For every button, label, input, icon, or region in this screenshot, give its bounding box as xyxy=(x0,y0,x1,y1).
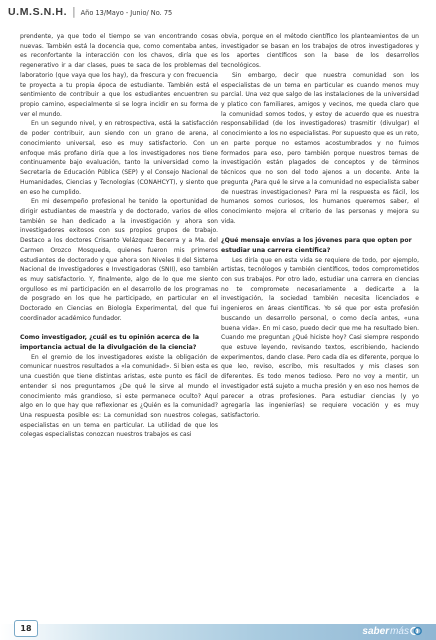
body-paragraph: En un segundo nivel, y en retrospectiva, está la satisfacción de poder contribuir, aun siendo con un grano de arena, al conocimiento universal, eso es muy satisfactorio. Con un enfoque más profano diría que a los investigadores nos tiene continuamente bajo evaluación, tanto la universidad como la Secretaría de Educación Pública (SEP) y el Consejo Nacional de Humanidades, Ciencias y Tecnologías (CONAHCYT), y siento que en eso he cumplido. xyxy=(20,120,218,196)
logo-text-mas: más xyxy=(390,625,409,637)
running-header xyxy=(8,6,172,20)
body-paragraph: En el gremio de los investigadores existe la obligación de comunicar nuestros resultados a «la comunidad». Si bien esta es una cuestión que tiene distintas aristas, este punto es fácil de entender si nos preguntamos ¿De qué le sirve al mundo el conocimiento más grandioso, si este permanece oculto? Aquí algo en lo que hay que reflexionar es ¿Quién es la comunidad? Una respuesta posible es: La comunidad son nuestros colegas, especialistas en un tema en particular. La utilidad de que los colegas especialistas conozcan nuestros trabajos es casi xyxy=(20,353,218,439)
page-footer xyxy=(0,618,436,640)
body-paragraph: prendente, ya que todo el tiempo se van encontrando cosas nuevas. También está la docencia que, como comentaba antes, es reconfortante la interacción con los chavos, diría que es regenerativo ir a dar clases, pues te saca de los problemas del laboratorio (que vaya que los hay), da frescura y con frecuencia te proyecta a tu propia época de estudiante. También está el sentimiento de contribuir a que los estudiantes encuentren su propio camino, especialmente si se logra incidir en su forma de ver el mundo. xyxy=(20,33,218,118)
saber-mas-logo xyxy=(362,625,422,637)
paragraph-spacer xyxy=(20,324,218,334)
interview-question: ¿Qué mensaje envías a los jóvenes para que opten por estudiar una carrera científica? xyxy=(221,237,412,254)
header-separator: | xyxy=(72,6,76,18)
body-paragraph: Les diría que en esta vida se requiere de todo, por ejemplo, artistas, tecnólogos y también científicos, todos comprometidos con sus trabajos. Por otro lado, estudiar una carrera en ciencias no te compromete necesariamente a dedicarte a la investigación, la sociedad también necesita licenciados e ingenieros en áreas científicas. Yo sé que por esta profesión buscando un desarrollo personal, o como decía antes, «una buena vida». En mi caso, puedo decir que me ha resultado bien. Cuando me preguntan ¿Qué hiciste hoy? Casi siempre respondo que estuve leyendo, revisando textos, escribiendo, haciendo experimentos, dando clase. Pero cada día es diferente, porque lo que leo, reviso, escribo, mis resultados y mis clases son diferentes. Es todo menos tedioso. Pero no voy a mentir, un investigador está sujeto a mucha presión y en eso nos hemos de parecer a otras profesiones. Para estudiar ciencias (y yo agregaría las ingenierías) se requiere vocación y es muy satisfactorio. xyxy=(221,256,419,420)
left-text-column xyxy=(20,32,218,440)
page-number: 18 xyxy=(20,624,32,633)
body-paragraph: obvia, porque en el método científico los planteamientos de un investigador se basan en los trabajos de otros investigadores y los aportes científicos son la base de los desarrollos tecnológicos. xyxy=(221,33,419,70)
body-paragraph: Sin embargo, decir que nuestra comunidad son los especialistas de un tema en particular es cuando menos muy parcial. Una vez que salgo de las instalaciones de la universidad y platico con familiares, amigos y vecinos, me queda claro que la comunidad somos todos, y estoy de acuerdo que es nuestra responsabilidad (de los investigadores) trasmitir (divulgar) el conocimiento a los no especialistas. Por supuesto que es un reto, en parte porque no estamos acostumbrados y no fuimos formados para eso, pero también porque nuestros temas de investigación están plagados de conceptos y de términos técnicos que no son del todo ajenos a un docente. Ante la pregunta ¿Para qué le sirve a la comunidad no especialista saber de nuestras investigaciones? Para mí la respuesta es fácil, los humanos somos curiosos, los humanos queremos saber, el conocimiento mejora el criterio de las personas y mejora su vida. xyxy=(221,71,419,225)
issue-info: Año 13/Mayo - Junio/ No. 75 xyxy=(80,9,173,17)
page-number-box xyxy=(14,620,38,637)
body-paragraph: En mi desempeño profesional he tenido la oportunidad de dirigir estudiantes de maestría y de doctorado, varios de ellos también se han dedicado a la investigación y ahora son investigadores exitosos con sus propios grupos de trabajo. Destaco a los doctores Crisanto Velázquez Becerra y a Ma. del Carmen Orozco Mosqueda, quienes fueron mis primeros estudiantes de doctorado y que ahora son Niveles II del Sistema Nacional de Investigadores e Investigadoras (SNII), eso también es muy satisfactorio. Y, finalmente, algo de lo que me siento orgulloso es mi participación en el desarrollo de los programas de posgrado en los que he participado, en particular en el Doctorado en Ciencias en Biología Experimental, del que fui coordinador académico fundador. xyxy=(20,198,218,322)
logo-text-saber: saber xyxy=(362,625,390,637)
paragraph-spacer xyxy=(221,226,419,236)
publication-brand: U.M.S.N.H. xyxy=(8,6,68,18)
logo-mark-icon xyxy=(410,625,422,637)
interview-question: Como investigador, ¿cuál es tu opinión acerca de la importancia actual de la divulgación de la ciencia? xyxy=(20,334,200,351)
right-text-column xyxy=(221,32,419,421)
